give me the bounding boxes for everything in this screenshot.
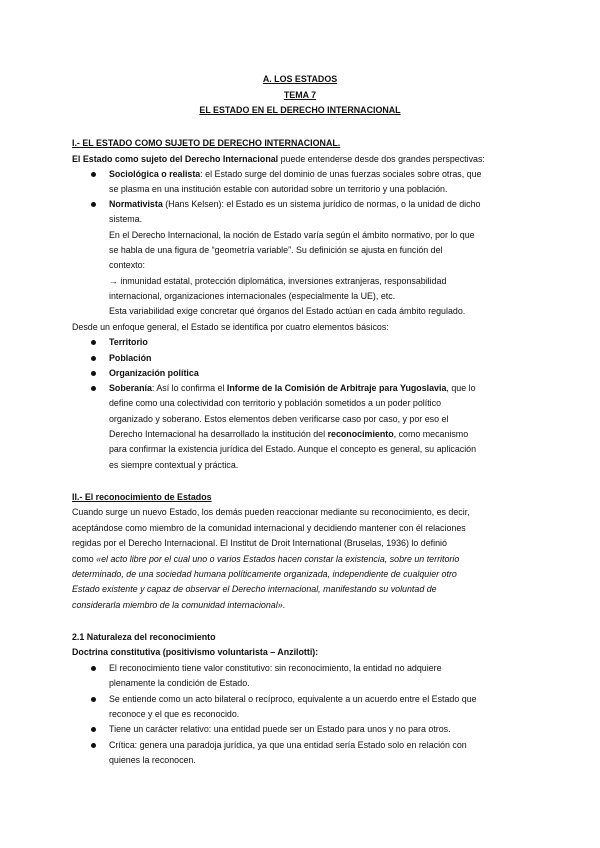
paragraph-line <box>72 553 459 565</box>
bullet-icon <box>91 727 96 732</box>
text-span: : Así lo confirma el <box>151 383 227 393</box>
header-unit: A. LOS ESTADOS <box>262 74 338 84</box>
element-political-organization: Organización política <box>109 368 199 378</box>
paragraph-line: Esta variabilidad exige concretar qué órganos del Estado actúan en cada ámbito regulado. <box>109 306 466 316</box>
paragraph-line: internacional, organizaciones internacionales (especialmente la UE), etc. <box>109 291 396 301</box>
paragraph-line: contexto: <box>109 260 146 270</box>
element-population: Población <box>109 353 152 363</box>
paragraph-line: es siempre contextual y práctica. <box>109 460 239 470</box>
list-item-cont: plenamente la condición de Estado. <box>109 678 250 688</box>
text-span: , como mecanismo <box>393 429 469 439</box>
definition-quote-end: considerarla miembro de la comunidad internacional» <box>72 600 283 610</box>
perspective-sociological-term: Sociológica o realista <box>109 169 201 179</box>
element-sovereignty-term: Soberanía <box>109 383 152 393</box>
perspective-normativist-text: (Hans Kelsen): el Estado es un sistema jurídico de normas, o la unidad de dicho <box>162 199 481 209</box>
perspective-sociological-text: : el Estado surge del dominio de unas fuerzas sociales sobre otras, que <box>200 169 482 179</box>
text-span: como <box>72 554 97 564</box>
list-item: El reconocimiento tiene valor constitutivo: sin reconocimiento, la entidad no adquiere <box>109 663 442 673</box>
intro-bold: El Estado como sujeto del Derecho Internacional <box>72 154 279 164</box>
paragraph-line: aceptándose como miembro de la comunidad internacional y decidiendo mantener con él relaciones <box>72 523 466 533</box>
bullet-icon <box>91 697 96 702</box>
bullet-icon <box>91 172 96 177</box>
list-item-cont: quienes la reconocen. <box>109 755 196 765</box>
text-span: Derecho Internacional ha desarrollado la institución del <box>109 429 328 439</box>
element-territory: Territorio <box>109 337 148 347</box>
intro-rest: puede entenderse desde dos grandes perspectivas: <box>278 154 485 164</box>
element-sovereignty <box>109 382 476 394</box>
bullet-icon <box>91 666 96 671</box>
definition-quote: «el acto libre por el cual uno o varios Estados hacen constar la existencia, sobre un territorio <box>96 554 460 564</box>
recognition-term: reconocimiento <box>327 429 394 439</box>
bullet-icon <box>91 340 96 345</box>
perspective-sociological-cont: se plasma en una institución estable con autoridad sobre un territorio y una población. <box>109 184 448 194</box>
section21-title: 2.1 Naturaleza del reconocimiento <box>72 632 216 642</box>
bullet-icon <box>91 202 96 207</box>
paragraph-line: → inmunidad estatal, protección diplomática, inversiones extranjeras, responsabilidad <box>109 276 447 286</box>
section1-title: I.- EL ESTADO COMO SUJETO DE DERECHO INTERNACIONAL. <box>72 138 341 148</box>
paragraph-line: define como una colectividad con territorio y población sometidos a un poder político <box>109 398 442 408</box>
bullet-icon <box>91 371 96 376</box>
header-topic: TEMA 7 <box>283 90 317 100</box>
bullet-icon <box>91 386 96 391</box>
perspective-normativist-term: Normativista <box>109 199 163 209</box>
list-item: Se entiende como un acto bilateral o recíproco, equivalente a un acuerdo entre el Estado que <box>109 694 477 704</box>
header-title: EL ESTADO EN EL DERECHO INTERNACIONAL <box>199 105 401 115</box>
paragraph-line: Cuando surge un nuevo Estado, los demás pueden reaccionar mediante su reconocimiento, es decir, <box>72 507 470 517</box>
section21-subtitle: Doctrina constitutiva (positivismo voluntarista – Anzilotti): <box>72 647 319 657</box>
definition-quote-line: Estado existente y capaz de observar el Derecho internacional, manifestando su voluntad de <box>72 584 437 594</box>
bullet-icon <box>91 743 96 748</box>
list-item: Tiene un carácter relativo: una entidad puede ser un Estado para unos y no para otros. <box>109 724 451 734</box>
paragraph-line: para confirmar la existencia jurídica del Estado. Aunque el concepto es general, su aplicación <box>109 444 477 454</box>
list-item-cont: reconoce y el que es reconocido. <box>109 709 240 719</box>
paragraph-line: Desde un enfoque general, el Estado se identifica por cuatro elementos básicos: <box>72 322 389 332</box>
text-span: , que lo <box>446 383 476 393</box>
report-reference: Informe de la Comisión de Arbitraje para Yugoslavia <box>226 383 447 393</box>
definition-quote-line: determinado, de una sociedad humana políticamente organizada, independiente de cualquier otro <box>72 569 457 579</box>
paragraph-line: regidas por el Derecho Internacional. El Institut de Droit International (Bruselas, 1936) lo definió <box>72 538 447 548</box>
paragraph-line: organizado y soberano. Estos elementos deben verificarse caso por caso, y por eso el <box>109 414 449 424</box>
paragraph-line <box>109 428 468 440</box>
section2-title: II.- El reconocimiento de Estados <box>72 492 212 502</box>
section1-intro <box>72 153 485 165</box>
paragraph-line: En el Derecho Internacional, la noción de Estado varía según el ámbito normativo, por lo que <box>109 230 475 240</box>
definition-quote-line <box>72 599 285 611</box>
perspective-normativist <box>109 198 480 210</box>
text-span: . <box>282 600 286 610</box>
paragraph-line: se habla de una figura de “geometría variable”. Su definición se ajusta en función del <box>109 245 443 255</box>
perspective-sociological <box>109 168 481 180</box>
list-item: Crítica: genera una paradoja jurídica, ya que una entidad sería Estado solo en relación con <box>109 740 467 750</box>
perspective-normativist-cont: sistema. <box>109 214 143 224</box>
bullet-icon <box>91 356 96 361</box>
